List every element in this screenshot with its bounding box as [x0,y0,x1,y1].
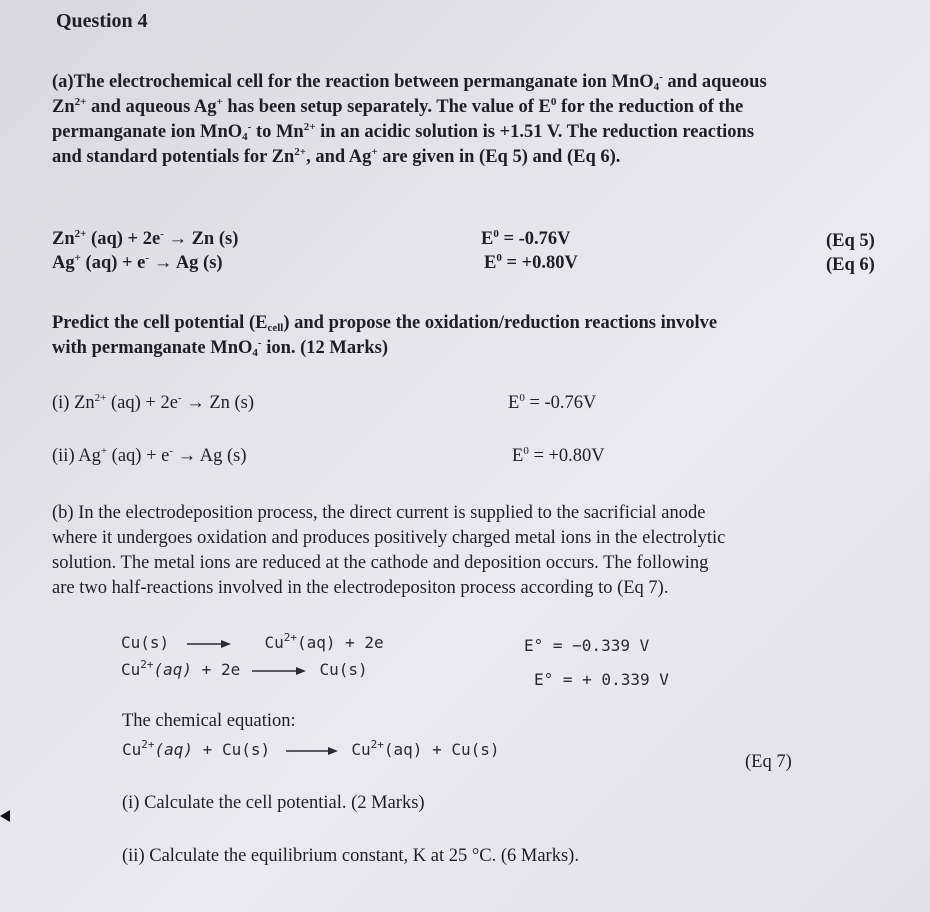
reaction-zn: $Zn^{2+}$ (aq) + 2e- → Zn (s) [52,228,239,249]
chemical-equation: $Cu^{2+}(aq) + Cu(s) Cu^{2+}(aq) + Cu(s)$ [122,738,500,759]
half-reaction-1-potential: E° = −0.339 V [524,636,650,655]
part-a-line-1: (a)The electrochemical cell for the reaction between permanganate ion MnO$_4$- and aqueous [52,71,767,93]
question-ii: (ii) Calculate the equilibrium constant, K at 25 °C. (6 Marks). [122,846,579,866]
half-reaction-2-potential: E° = + 0.339 V [534,670,669,689]
mouse-cursor-icon [0,808,14,826]
reaction-ag: Ag+ (aq) + e- → Ag (s) [52,252,223,273]
part-a-line-3: permanganate ion MnO$_4$- to $Mn^{2+}$ in an acidic solution is +1.51 V. The reduction reactions [52,121,755,143]
question-i: (i) Calculate the cell potential. (2 Marks) [122,793,425,813]
potential-zn: $E^0 = -0.76V$ [481,228,571,249]
potential-ag: $E^0 = +0.80V$ [484,252,578,273]
arrow-right-icon [179,638,237,650]
chemical-equation-label: The chemical equation: [122,711,296,731]
item-ii-potential: $E^0 = +0.80V$ [512,445,605,466]
question-title: Question 4 [56,10,148,32]
part-a-line-2: $Zn^{2+}$ and aqueous Ag+ has been setup separately. The value of $E^0$ for the reduction of the [52,96,744,117]
arrow-right-icon [280,745,342,757]
part-b-paragraph: (b) In the electrodeposition process, the direct current is supplied to the sacrificial anode where it undergoes oxidation and produces positively charged metal ions in the electrolytic solution. The metal ions are reduced at the cathode and deposition occurs. The following are two half-reactions involved in the electrodepositon process according to (Eq 7). [52,503,726,598]
eq7-label: (Eq 7) [745,752,792,772]
half-reaction-2: $Cu^{2+}(aq) + 2e$ Cu(s) [121,658,368,679]
eq5-label: (Eq 5) [826,231,875,251]
part-a-paragraph [52,70,767,170]
item-i-reaction: (i) $Zn^{2+}$ (aq) + 2e- → Zn (s) [52,392,255,413]
subscript: 4 [653,81,660,93]
part-a-line-4: and standard potentials for $Zn^{2+}$, and Ag+ are given in (Eq 5) and (Eq 6). [52,146,621,167]
item-i-potential: $E^0 = -0.76V$ [508,392,597,413]
predict-paragraph: Predict the cell potential $(E_{cell})$ and propose the oxidation/reduction reactions involve with permanganate MnO$_4$- ion. (12 Marks) [52,313,718,359]
eq6-label: (Eq 6) [826,255,875,275]
half-reaction-1: Cu(s) $Cu^{2+}(aq) + 2e$ [121,631,384,652]
arrow-right-icon [250,665,310,677]
item-ii-reaction: (ii) Ag+ (aq) + e- → Ag (s) [52,445,247,466]
